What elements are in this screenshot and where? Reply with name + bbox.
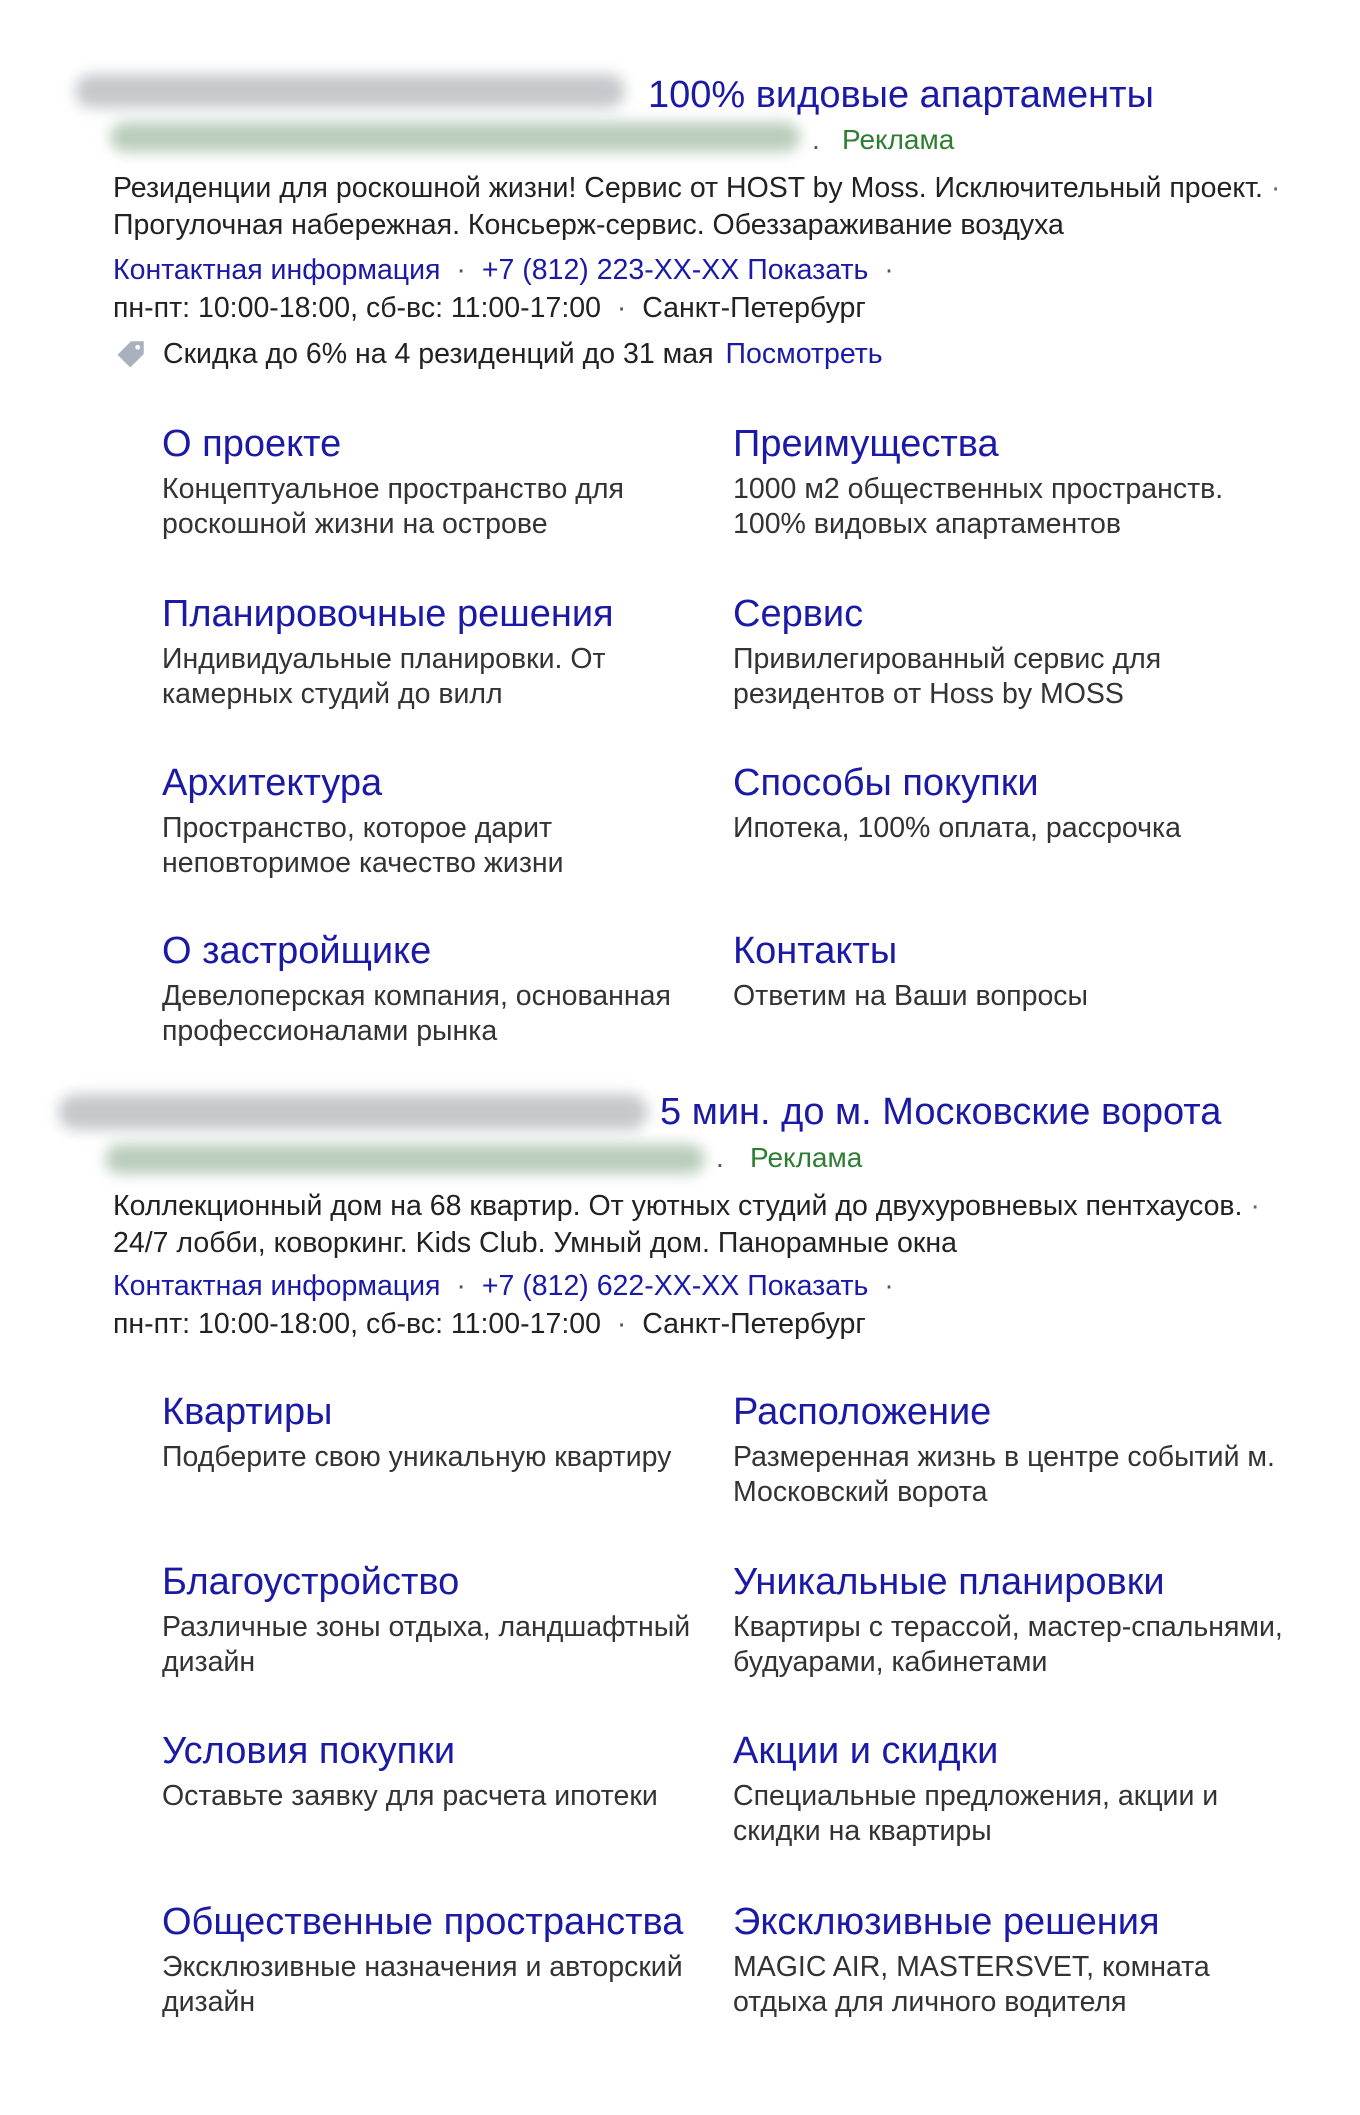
sitelink[interactable]: [733, 1556, 1293, 1680]
description-line: Резиденции для роскошной жизни! Сервис от HOST by Moss. Исключительный проект.: [113, 172, 1263, 204]
show-phone-link[interactable]: Показать: [747, 1270, 869, 1302]
price-tag-icon: [113, 336, 149, 372]
separator-dot: .: [812, 124, 820, 155]
working-hours: пн-пт: 10:00-18:00, сб-вс: 11:00-17:00: [113, 1308, 601, 1340]
sitelink-title[interactable]: Квартиры: [162, 1391, 333, 1433]
contact-info-link[interactable]: Контактная информация: [113, 1270, 441, 1302]
ad-title[interactable]: 5 мин. до м. Московские ворота: [660, 1091, 1222, 1133]
sitelink[interactable]: [162, 588, 722, 712]
sitelink-title[interactable]: Уникальные планировки: [733, 1561, 1165, 1603]
sitelink-description: Привилегированный сервис для резидентов от Hoss by MOSS: [733, 643, 1162, 710]
hours-row: [113, 1308, 866, 1341]
phone-number: +7 (812) 622-XX-XX: [481, 1270, 740, 1302]
sitelink-description: Эксклюзивные назначения и авторский дизайн: [162, 1951, 683, 2018]
separator-dot: ·: [456, 254, 466, 286]
separator-dot: ·: [616, 1308, 627, 1340]
sitelink-title[interactable]: Акции и скидки: [733, 1730, 999, 1772]
separator-dot: ·: [1270, 172, 1281, 204]
sitelink[interactable]: [162, 925, 722, 1049]
working-hours: пн-пт: 10:00-18:00, сб-вс: 11:00-17:00: [113, 292, 601, 324]
contact-row: [113, 254, 902, 287]
city: Санкт-Петербург: [642, 292, 866, 324]
sitelink-title[interactable]: Эксклюзивные решения: [733, 1901, 1160, 1943]
sitelink-description: MAGIC AIR, MASTERSVET, комната отдыха для личного водителя: [733, 1951, 1210, 2018]
sitelink-title[interactable]: Преимущества: [733, 423, 999, 465]
blurred-site-name: [75, 74, 625, 108]
sitelink-title[interactable]: Расположение: [733, 1391, 992, 1433]
sitelink[interactable]: [733, 1386, 1293, 1510]
sitelink[interactable]: [162, 1725, 722, 1814]
ad-title[interactable]: 100% видовые апартаменты: [648, 74, 1154, 116]
sitelink-title[interactable]: Условия покупки: [162, 1730, 456, 1772]
sitelink[interactable]: [733, 757, 1293, 846]
sitelink-title[interactable]: Благоустройство: [162, 1561, 460, 1603]
sitelink-description: Квартиры с терассой, мастер-спальнями, будуарами, кабинетами: [733, 1611, 1283, 1678]
blurred-url: [110, 122, 800, 152]
sitelink-description: Концептуальное пространство для роскошной жизни на острове: [162, 473, 624, 540]
sitelink-description: Индивидуальные планировки. От камерных студий до вилл: [162, 643, 606, 710]
sitelink-title[interactable]: Архитектура: [162, 762, 383, 804]
ad-label: Реклама: [842, 124, 955, 155]
sitelink[interactable]: [162, 757, 722, 881]
sitelink-title[interactable]: Планировочные решения: [162, 593, 614, 635]
contact-info-link[interactable]: Контактная информация: [113, 254, 441, 286]
sitelink[interactable]: [733, 925, 1293, 1014]
separator-dot: ·: [616, 292, 627, 324]
sitelink-description: Различные зоны отдыха, ландшафтный дизайн: [162, 1611, 691, 1678]
sitelink-title[interactable]: Способы покупки: [733, 762, 1039, 804]
sitelink[interactable]: [162, 1896, 702, 2020]
city: Санкт-Петербург: [642, 1308, 866, 1340]
sitelink-description: Оставьте заявку для расчета ипотеки: [162, 1780, 658, 1812]
blurred-url: [105, 1144, 705, 1174]
sitelink-title[interactable]: Контакты: [733, 930, 898, 972]
description-line: 24/7 лобби, коворкинг. Kids Club. Умный дом. Панорамные окна: [113, 1227, 957, 1259]
separator-dot: ·: [884, 1270, 894, 1302]
promo-row: [113, 336, 883, 372]
sitelink-description: Ответим на Ваши вопросы: [733, 980, 1089, 1012]
sitelink-title[interactable]: О застройщике: [162, 930, 432, 972]
ad-label: Реклама: [750, 1142, 863, 1173]
separator-dot: ·: [884, 254, 894, 286]
description-line: Прогулочная набережная. Консьерж-сервис. Обеззараживание воздуха: [113, 209, 1064, 241]
phone-link[interactable]: [482, 1270, 876, 1302]
contact-row: [113, 1270, 902, 1303]
hours-row: [113, 292, 866, 325]
sitelink-description: Пространство, которое дарит неповторимое качество жизни: [162, 812, 564, 879]
description-line: Коллекционный дом на 68 квартир. От уютных студий до двухуровневых пентхаусов.: [113, 1190, 1243, 1222]
sitelink-title[interactable]: Общественные пространства: [162, 1901, 684, 1943]
sitelink-title[interactable]: О проекте: [162, 423, 342, 465]
separator-dot: ·: [1250, 1190, 1260, 1222]
sitelink-description: Ипотека, 100% оплата, рассрочка: [733, 812, 1181, 844]
phone-link[interactable]: [482, 254, 876, 286]
ad-description: [113, 1188, 1313, 1262]
sitelink[interactable]: [162, 418, 722, 542]
sitelink[interactable]: [733, 588, 1293, 712]
phone-number: +7 (812) 223-XX-XX: [481, 254, 740, 286]
sitelink-description: Размеренная жизнь в центре событий м. Московский ворота: [733, 1441, 1275, 1508]
blurred-site-name: [58, 1094, 648, 1130]
sitelink-title[interactable]: Сервис: [733, 593, 864, 635]
ad-description: [113, 170, 1313, 244]
promo-link[interactable]: Посмотреть: [725, 337, 883, 370]
sitelink-description: Подберите свою уникальную квартиру: [162, 1441, 672, 1473]
sitelink[interactable]: [162, 1556, 722, 1680]
sitelink[interactable]: [733, 1896, 1293, 2020]
separator-dot: .: [716, 1142, 724, 1173]
sitelink[interactable]: [162, 1386, 722, 1475]
sitelink-description: Девелоперская компания, основанная профессионалами рынка: [162, 980, 671, 1047]
show-phone-link[interactable]: Показать: [747, 254, 869, 286]
sitelink-description: 1000 м2 общественных пространств. 100% видовых апартаментов: [733, 473, 1224, 540]
sitelink[interactable]: [733, 1725, 1293, 1849]
separator-dot: ·: [456, 1270, 466, 1302]
promo-text: Скидка до 6% на 4 резиденций до 31 мая: [163, 337, 714, 370]
sitelink[interactable]: [733, 418, 1293, 542]
sitelink-description: Специальные предложения, акции и скидки на квартиры: [733, 1780, 1219, 1847]
